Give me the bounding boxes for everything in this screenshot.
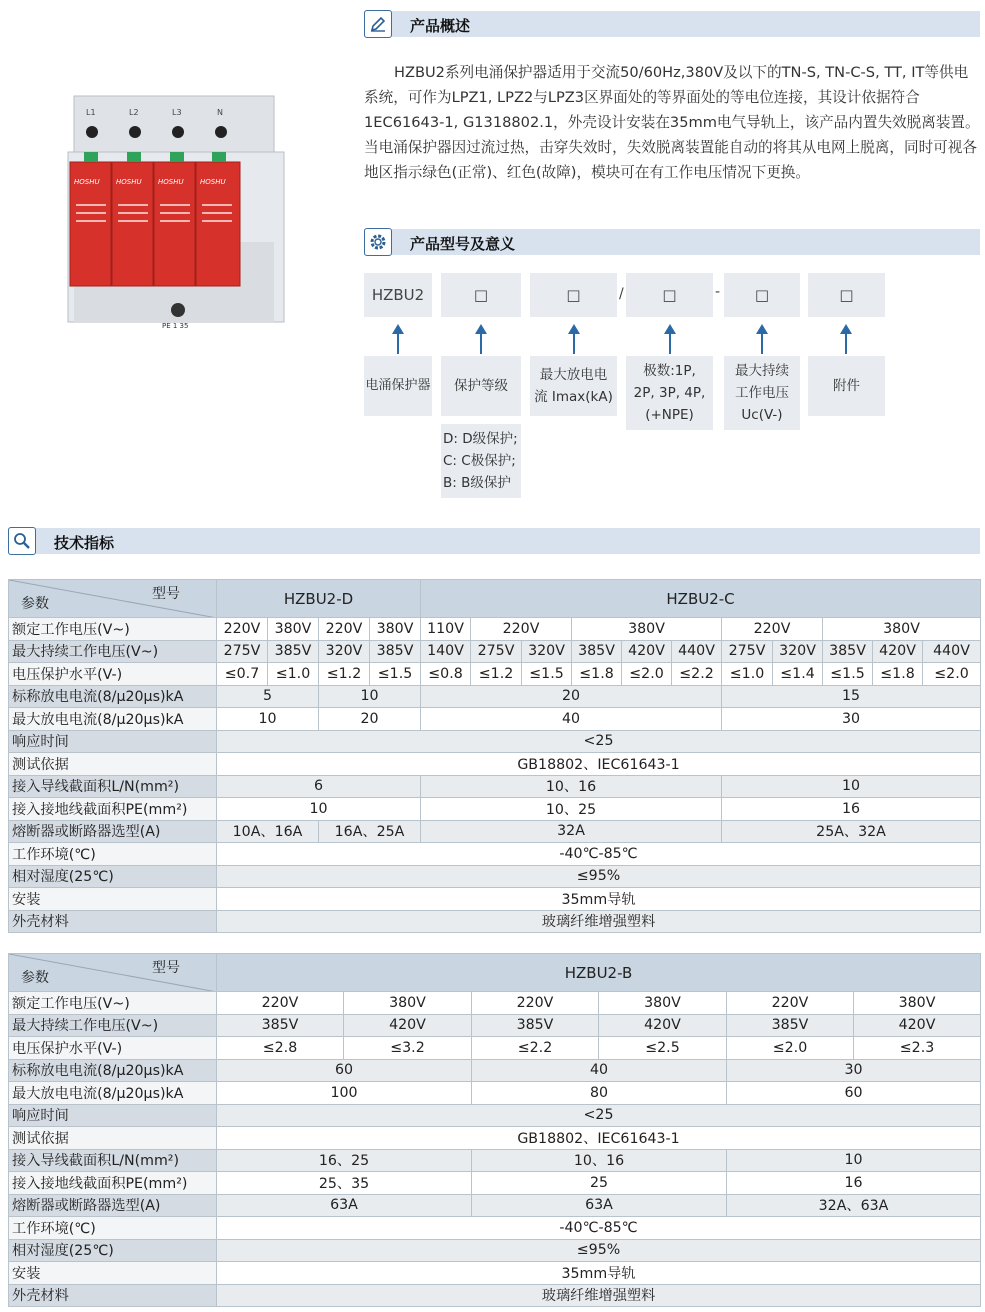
brand-label: HOSHU: [158, 178, 184, 186]
cell: 25、35: [217, 1172, 472, 1195]
cell: 380V: [599, 992, 727, 1015]
cell: 380V: [268, 618, 319, 641]
terminal-label: L3: [172, 108, 182, 117]
arrow-icon: [669, 332, 671, 354]
arrow-icon: [397, 332, 399, 354]
cell: 16: [722, 798, 981, 821]
cell: 10: [217, 798, 421, 821]
cell: 30: [727, 1059, 981, 1082]
cell: 220V: [217, 992, 344, 1015]
param-label: 额定工作电压(V~): [9, 992, 217, 1015]
cell: -40℃-85℃: [217, 1217, 981, 1240]
model-box-poles: □: [626, 273, 713, 317]
cell: 16A、25A: [319, 820, 421, 843]
cell: 385V: [572, 640, 622, 663]
cell: -40℃-85℃: [217, 843, 981, 866]
brand-label: HOSHU: [200, 178, 226, 186]
cell: 63A: [472, 1194, 727, 1217]
cell: 385V: [217, 1014, 344, 1037]
param-label: 熔断器或断路器选型(A): [9, 820, 217, 843]
cell: 380V: [370, 618, 421, 641]
cell: 35mm导轨: [217, 888, 981, 911]
terminal-label: N: [217, 108, 223, 117]
cell: ≤2.2: [472, 1037, 599, 1060]
model-label: 附件: [808, 356, 885, 416]
cell: ≤1.5: [370, 663, 421, 686]
cell: ≤1.5: [823, 663, 873, 686]
cell: 220V: [727, 992, 854, 1015]
cell: 320V: [522, 640, 572, 663]
cell: 220V: [319, 618, 370, 641]
model-header-label: 型号: [152, 960, 180, 976]
param-label: 相对湿度(25℃): [9, 865, 217, 888]
param-label: 外壳材料: [9, 1284, 217, 1307]
cell: 10: [722, 775, 981, 798]
model-label: 最大放电电流 Imax(kA): [530, 356, 617, 416]
param-label: 工作环境(℃): [9, 1217, 217, 1240]
cell: 16、25: [217, 1149, 472, 1172]
param-label: 最大放电电流(8/μ20μs)kA: [9, 1082, 217, 1105]
cell: GB18802、IEC61643-1: [217, 1127, 981, 1150]
cell: 275V: [471, 640, 522, 663]
cell: ≤1.0: [722, 663, 773, 686]
cell: ≤1.8: [572, 663, 622, 686]
model-sep-slash: /: [619, 286, 624, 302]
cell: ≤3.2: [344, 1037, 472, 1060]
cell: 10: [217, 708, 319, 731]
cell: 380V: [854, 992, 981, 1015]
model-header-label: 型号: [152, 586, 180, 602]
level-list: [441, 424, 521, 498]
cell: 6: [217, 775, 421, 798]
param-label: 最大持续工作电压(V~): [9, 640, 217, 663]
cell: ≤1.4: [773, 663, 823, 686]
cell: 60: [217, 1059, 472, 1082]
param-label: 接入接地线截面积PE(mm²): [9, 798, 217, 821]
param-label: 接入导线截面积L/N(mm²): [9, 775, 217, 798]
spec-table-b: [8, 953, 981, 1307]
cell: ≤95%: [217, 1239, 981, 1262]
param-label: 相对湿度(25℃): [9, 1239, 217, 1262]
model-label: 电涌保护器: [364, 356, 432, 416]
cell: 385V: [823, 640, 873, 663]
cell: 385V: [268, 640, 319, 663]
cell: 440V: [923, 640, 981, 663]
model-label: 极数:1P, 2P, 3P, 4P, (+NPE): [626, 356, 713, 430]
brand-label: HOSHU: [116, 178, 142, 186]
param-label: 最大放电电流(8/μ20μs)kA: [9, 708, 217, 731]
cell: ≤2.3: [854, 1037, 981, 1060]
param-label: 工作环境(℃): [9, 843, 217, 866]
cell: GB18802、IEC61643-1: [217, 753, 981, 776]
param-label: 测试依据: [9, 1127, 217, 1150]
cell: 80: [472, 1082, 727, 1105]
magnifier-icon: [8, 527, 36, 555]
cell: ≤2.2: [672, 663, 722, 686]
cell: ≤1.2: [319, 663, 370, 686]
arrow-icon: [845, 332, 847, 354]
param-label: 最大持续工作电压(V~): [9, 1014, 217, 1037]
terminal-label: L1: [86, 108, 96, 117]
gear-icon: [364, 228, 392, 256]
arrow-icon: [480, 332, 482, 354]
cell: ≤1.0: [268, 663, 319, 686]
cell: 385V: [727, 1014, 854, 1037]
cell: ≤1.8: [873, 663, 923, 686]
param-label: 接入接地线截面积PE(mm²): [9, 1172, 217, 1195]
pencil-icon: [364, 10, 392, 38]
cell: 10: [319, 685, 421, 708]
model-column-b: HZBU2-B: [217, 954, 981, 992]
cell: 40: [421, 708, 722, 731]
cell: ≤0.7: [217, 663, 268, 686]
cell: 35mm导轨: [217, 1262, 981, 1285]
cell: 140V: [421, 640, 471, 663]
param-label: 响应时间: [9, 730, 217, 753]
cell: 420V: [599, 1014, 727, 1037]
cell: 10、25: [421, 798, 722, 821]
cell: 30: [722, 708, 981, 731]
param-header-label: 参数: [21, 596, 49, 612]
model-box-level: □: [441, 273, 521, 317]
cell: 385V: [472, 1014, 599, 1037]
param-label: 电压保护水平(V-): [9, 1037, 217, 1060]
overview-header: [364, 11, 980, 37]
cell: 220V: [472, 992, 599, 1015]
model-column-c: HZBU2-C: [421, 580, 981, 618]
cell: ≤1.2: [471, 663, 522, 686]
param-label: 响应时间: [9, 1104, 217, 1127]
cell: 32A、63A: [727, 1194, 981, 1217]
cell: 10A、16A: [217, 820, 319, 843]
level-item: B: B级保护: [443, 475, 511, 491]
cell: 380V: [344, 992, 472, 1015]
model-header: [364, 229, 980, 255]
arrow-icon: [573, 332, 575, 354]
cell: 420V: [344, 1014, 472, 1037]
level-item: D: D级保护;: [443, 431, 518, 447]
overview-text: HZBU2系列电涌保护器适用于交流50/60Hz,380V及以下的TN-S, TN-C-S, TT, IT等供电系统，可作为LPZ1, LPZ2与LPZ3区界面处的等界面处的等电位连接，其设计依据符合1EC61643-1, G1318802.1，外壳设计安装在35mm电气导轨上，该产品内置失效脱离装置。当电涌保护器因过流过热，击穿失效时，失效脱离装置能自动的将其从电网上脱离，同时可视各地区指示绿色(正常)、红色(故障)，模块可在有工作电压情况下更换。: [364, 64, 980, 181]
param-label: 标称放电电流(8/μ20μs)kA: [9, 685, 217, 708]
cell: ≤2.8: [217, 1037, 344, 1060]
cell: ≤95%: [217, 865, 981, 888]
table-corner: [9, 954, 217, 992]
cell: 110V: [421, 618, 471, 641]
tech-title: 技术指标: [54, 534, 115, 552]
model-box-imax: □: [530, 273, 617, 317]
tech-header: [8, 528, 980, 554]
cell: 320V: [319, 640, 370, 663]
model-label: 保护等级: [441, 356, 521, 416]
level-item: C: C极保护;: [443, 453, 516, 469]
cell: 320V: [773, 640, 823, 663]
cell: 60: [727, 1082, 981, 1105]
param-label: 标称放电电流(8/μ20μs)kA: [9, 1059, 217, 1082]
cell: 420V: [622, 640, 672, 663]
param-label: 安装: [9, 1262, 217, 1285]
cell: 玻璃纤维增强塑料: [217, 910, 981, 933]
param-header-label: 参数: [21, 970, 49, 986]
model-title: 产品型号及意义: [410, 235, 516, 253]
cell: ≤2.0: [923, 663, 981, 686]
cell: 5: [217, 685, 319, 708]
pe-label: PE 1 35: [162, 322, 189, 330]
param-label: 额定工作电压(V~): [9, 618, 217, 641]
model-box-series: HZBU2: [364, 273, 432, 317]
param-label: 安装: [9, 888, 217, 911]
param-label: 外壳材料: [9, 910, 217, 933]
cell: 25: [472, 1172, 727, 1195]
cell: <25: [217, 1104, 981, 1127]
cell: 420V: [854, 1014, 981, 1037]
model-box-uc: □: [724, 273, 800, 317]
cell: 10、16: [421, 775, 722, 798]
overview-title: 产品概述: [410, 17, 471, 35]
table-corner: [9, 580, 217, 618]
cell: ≤2.5: [599, 1037, 727, 1060]
cell: ≤0.8: [421, 663, 471, 686]
cell: 10、16: [472, 1149, 727, 1172]
terminal-label: L2: [129, 108, 139, 117]
param-label: 测试依据: [9, 753, 217, 776]
cell: 40: [472, 1059, 727, 1082]
cell: ≤1.5: [522, 663, 572, 686]
model-column-d: HZBU2-D: [217, 580, 421, 618]
cell: 220V: [722, 618, 823, 641]
model-sep-dash: -: [715, 284, 721, 300]
cell: 63A: [217, 1194, 472, 1217]
cell: 15: [722, 685, 981, 708]
arrow-icon: [761, 332, 763, 354]
cell: 220V: [217, 618, 268, 641]
cell: 10: [727, 1149, 981, 1172]
cell: ≤2.0: [622, 663, 672, 686]
cell: 385V: [370, 640, 421, 663]
brand-label: HOSHU: [74, 178, 100, 186]
cell: 380V: [823, 618, 981, 641]
param-label: 电压保护水平(V-): [9, 663, 217, 686]
cell: ≤2.0: [727, 1037, 854, 1060]
cell: 420V: [873, 640, 923, 663]
model-box-accessory: □: [808, 273, 885, 317]
cell: 32A: [421, 820, 722, 843]
cell: 380V: [572, 618, 722, 641]
cell: 100: [217, 1082, 472, 1105]
cell: 20: [421, 685, 722, 708]
cell: 440V: [672, 640, 722, 663]
product-photo: [60, 92, 290, 332]
cell: 16: [727, 1172, 981, 1195]
cell: 玻璃纤维增强塑料: [217, 1284, 981, 1307]
cell: <25: [217, 730, 981, 753]
param-label: 熔断器或断路器选型(A): [9, 1194, 217, 1217]
cell: 275V: [217, 640, 268, 663]
cell: 275V: [722, 640, 773, 663]
cell: 220V: [471, 618, 572, 641]
spec-table-dc: [8, 579, 981, 933]
model-label: 最大持续 工作电压 Uc(V-): [724, 356, 800, 430]
cell: 25A、32A: [722, 820, 981, 843]
cell: 20: [319, 708, 421, 731]
param-label: 接入导线截面积L/N(mm²): [9, 1149, 217, 1172]
